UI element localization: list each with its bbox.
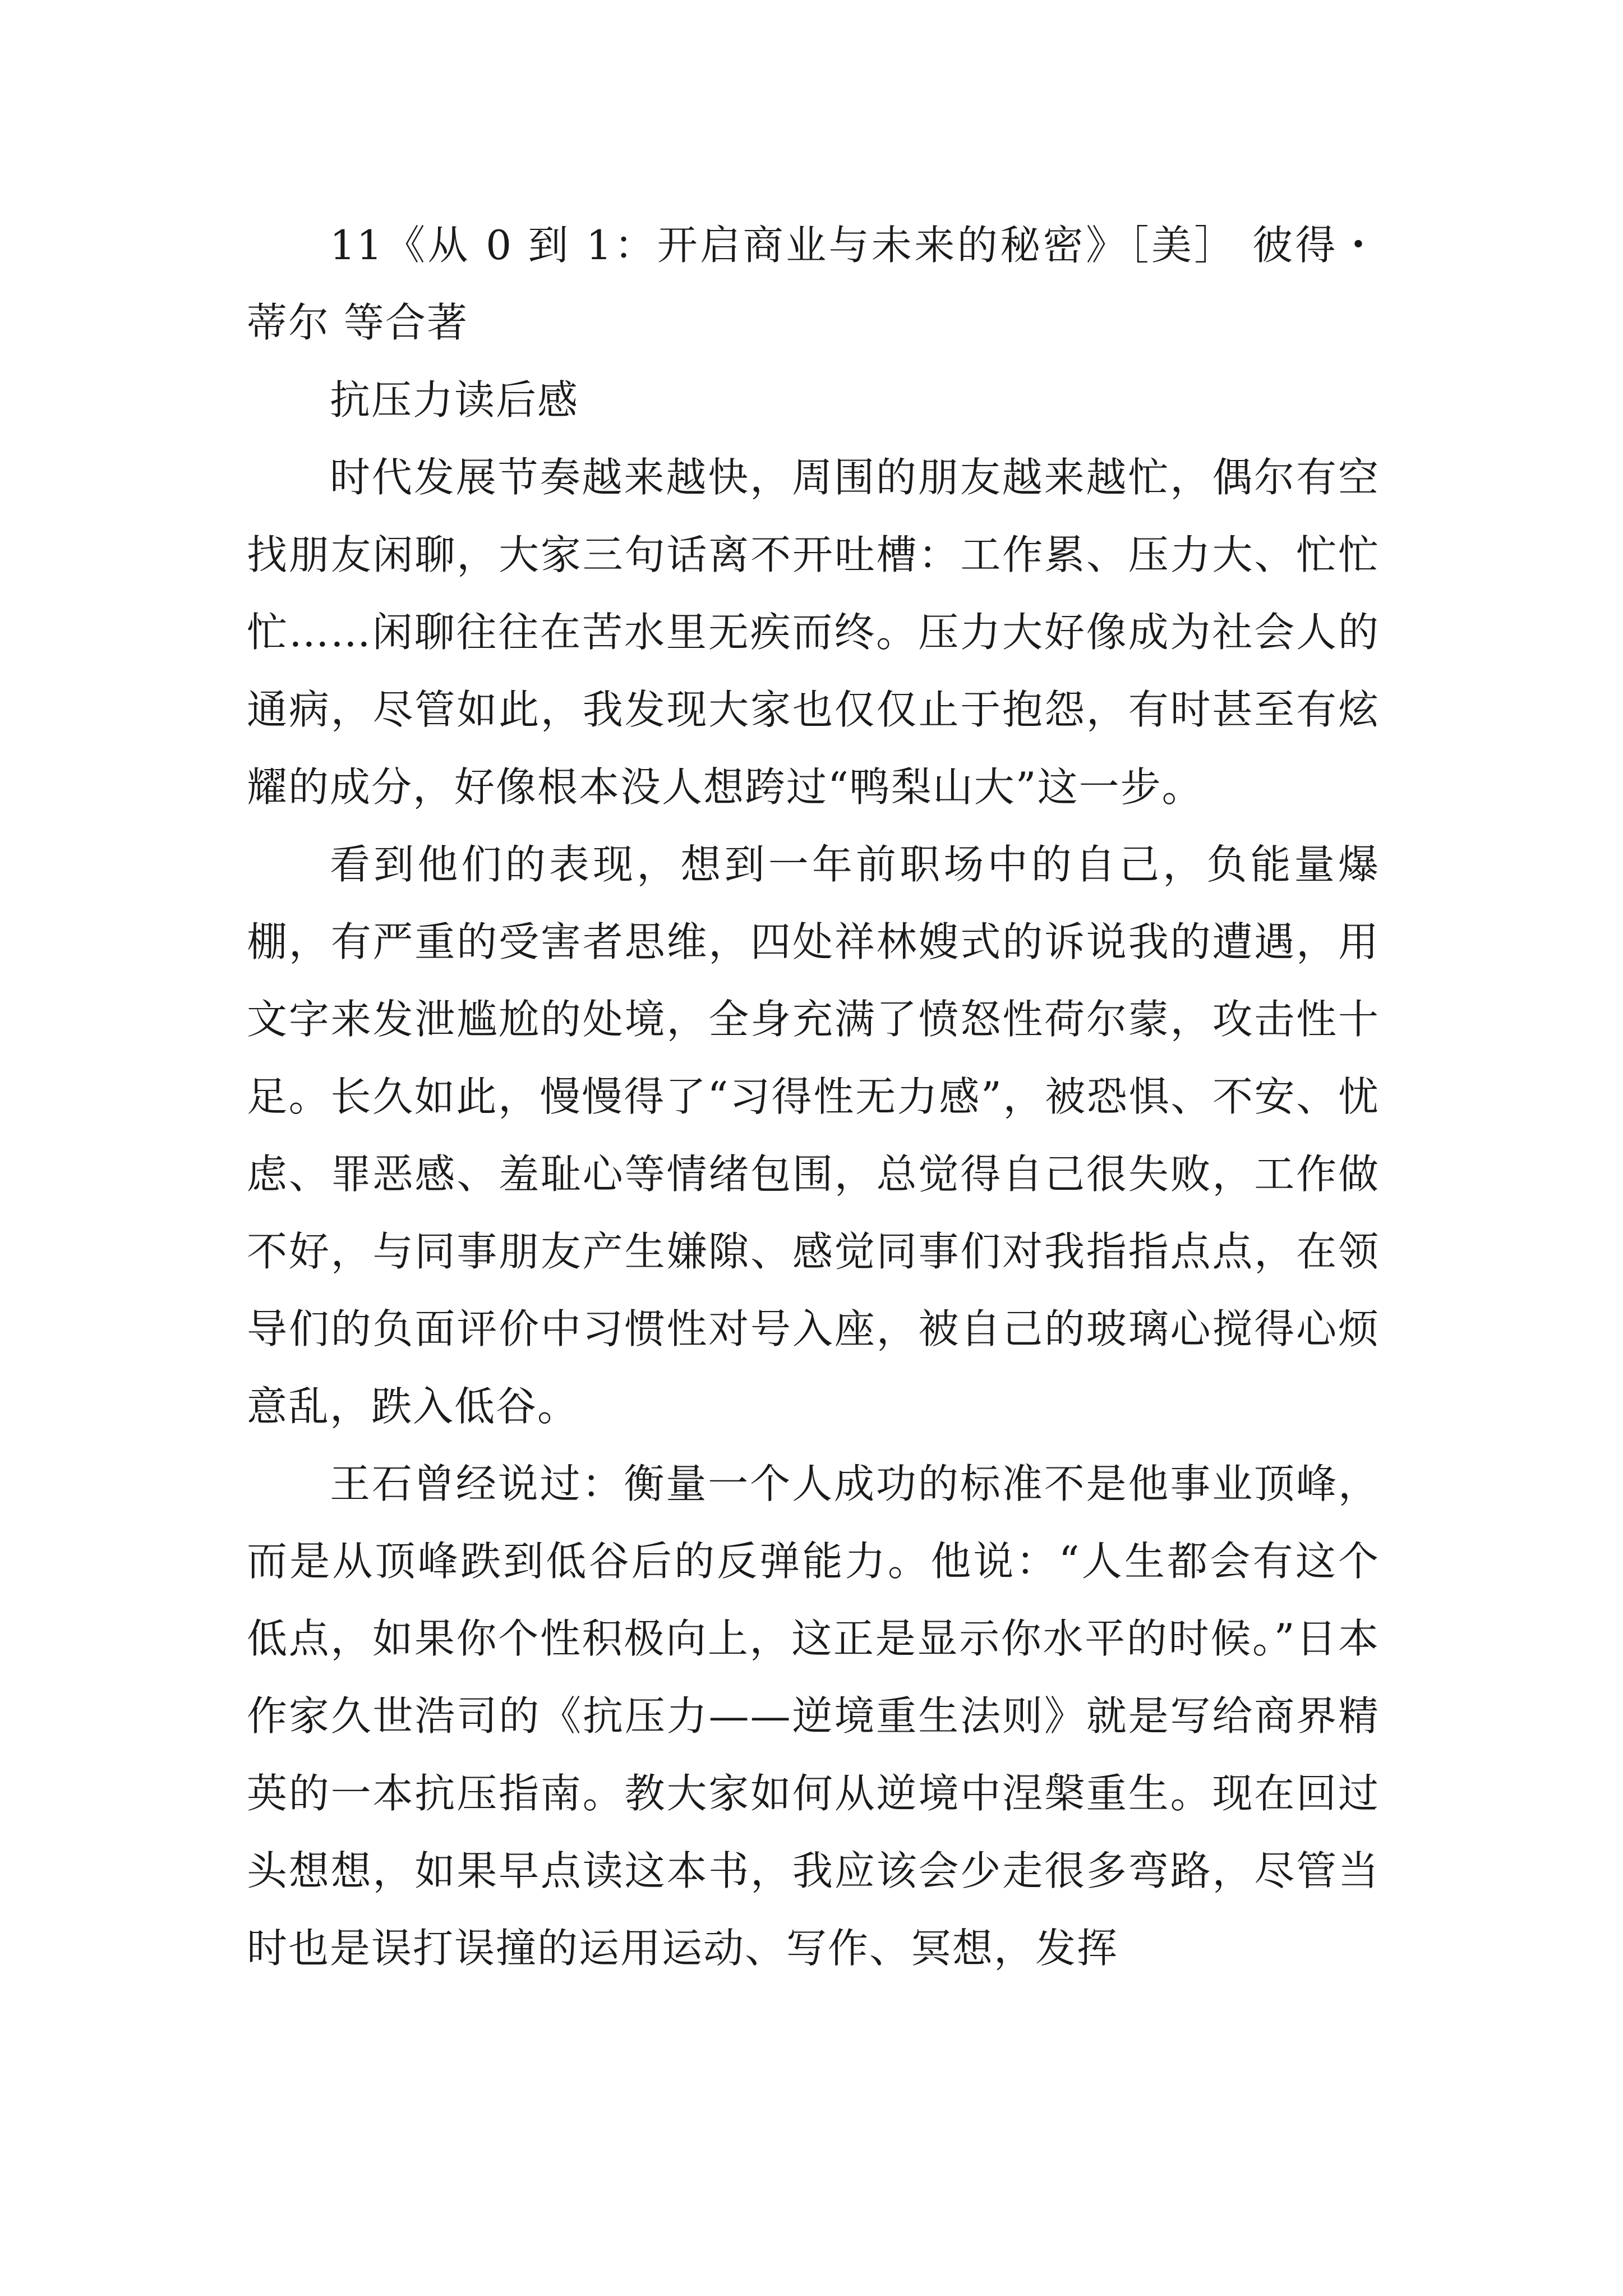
document-body	[247, 206, 1380, 1987]
paragraph-2: 看到他们的表现，想到一年前职场中的自己，负能量爆棚，有严重的受害者思维，四处祥林嫂式的诉说我的遭遇，用文字来发泄尴尬的处境，全身充满了愤怒性荷尔蒙，攻击性十足。长久如此，慢慢得了“习得性无力感”，被恐惧、不安、忧虑、罪恶感、羞耻心等情绪包围，总觉得自己很失败，工作做不好，与同事朋友产生嫌隙、感觉同事们对我指指点点，在领导们的负面评价中习惯性对号入座，被自己的玻璃心搅得心烦意乱，跌入低谷。	[247, 841, 1380, 1430]
paragraph-1: 时代发展节奏越来越快，周围的朋友越来越忙，偶尔有空找朋友闲聊，大家三句话离不开吐槽：工作累、压力大、忙忙忙……闲聊往往在苦水里无疾而终。压力大好像成为社会人的通病，尽管如此，我发现大家也仅仅止于抱怨，有时甚至有炫耀的成分，好像根本没人想跨过“鸭梨山大”这一步。	[247, 454, 1380, 811]
essay-title: 抗压力读后感	[330, 376, 579, 424]
book-title-line: 11《从 0 到 1：开启商业与未来的秘密》［美］ 彼得・蒂尔 等合著	[247, 222, 1380, 346]
paragraph-3: 王石曾经说过：衡量一个人成功的标准不是他事业顶峰，而是从顶峰跌到低谷后的反弹能力。他说：“人生都会有这个低点，如果你个性积极向上，这正是显示你水平的时候。”日本作家久世浩司的《抗压力——逆境重生法则》就是写给商界精英的一本抗压指南。教大家如何从逆境中涅槃重生。现在回过头想想，如果早点读这本书，我应该会少走很多弯路，尽管当时也是误打误撞的运用运动、写作、冥想，发挥	[247, 1460, 1380, 1972]
